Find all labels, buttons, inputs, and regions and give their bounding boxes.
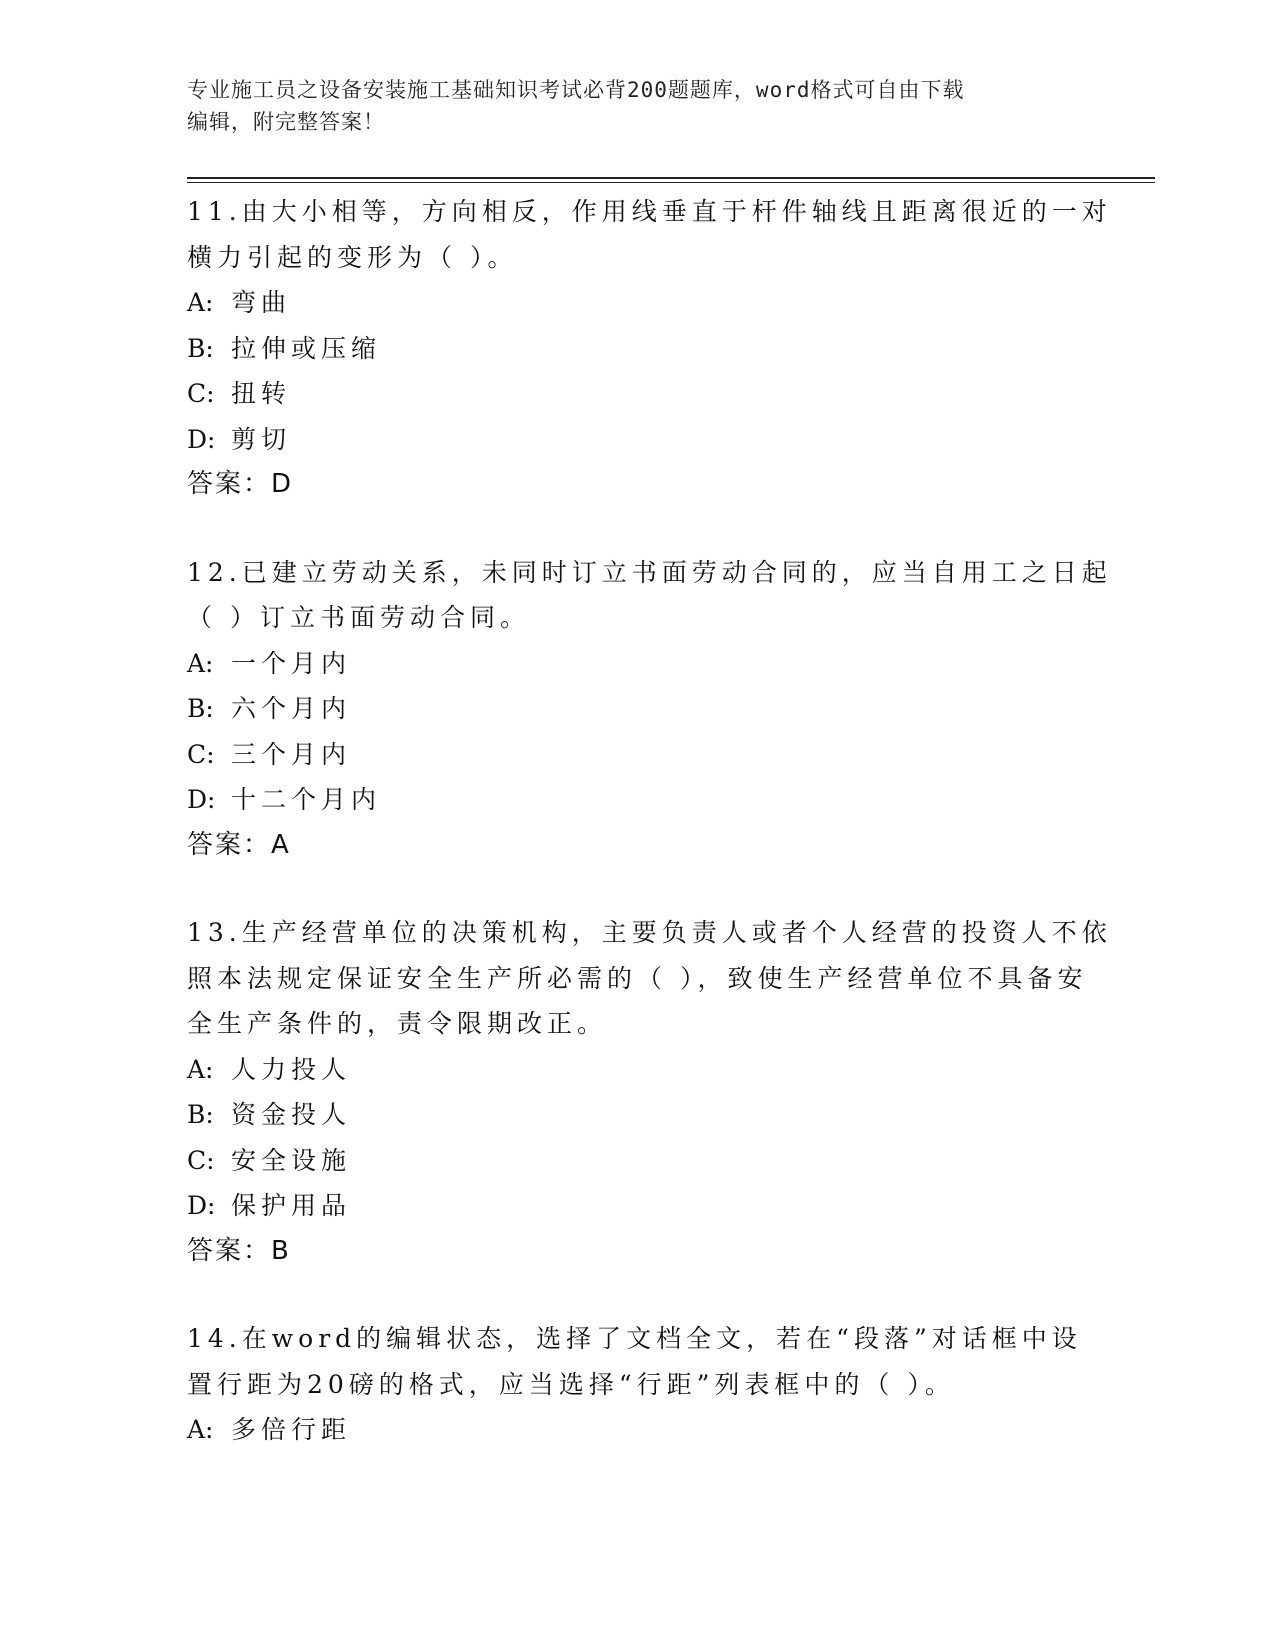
question-list — [187, 189, 1112, 1495]
option-letter: B: — [187, 333, 214, 363]
question-14 — [187, 1316, 1087, 1453]
option-letter: A: — [187, 1415, 214, 1444]
question-text-line: 置行距为20磅的格式，应当选择“行距”列表框中的（ ）。 — [187, 1369, 955, 1399]
option-text: 资金投人 — [231, 1100, 352, 1129]
question-12 — [187, 550, 1112, 869]
question-text-line: 横力引起的变形为（ ）。 — [187, 242, 518, 272]
question-text-line: 11.由大小相等，方向相反，作用线垂直于杆件轴线且距离很近的一对 — [187, 197, 1112, 226]
option-text: 一个月内 — [231, 648, 352, 678]
option-a — [187, 1047, 1087, 1093]
option-text: 六个月内 — [231, 694, 352, 723]
answer-line: 答案：B — [187, 1235, 291, 1266]
question-11 — [187, 189, 1112, 508]
option-text: 扭转 — [231, 379, 292, 408]
question-text-line: 13.生产经营单位的决策机构，主要负责人或者个人经营的投资人不依 — [187, 918, 1112, 947]
option-a — [187, 280, 1087, 326]
option-text: 弯曲 — [231, 288, 292, 317]
option-c — [187, 371, 1087, 417]
option-letter: B: — [187, 694, 214, 723]
header-line-2: 编辑，附完整答案！ — [187, 110, 385, 134]
header-divider-thick — [187, 177, 1155, 179]
question-text-line: 12.已建立劳动关系，未同时订立书面劳动合同的，应当自用工之日起 — [187, 557, 1112, 587]
question-text-line: 全生产条件的，责令限期改正。 — [187, 1009, 608, 1038]
option-a — [187, 1407, 1087, 1453]
option-letter: D: — [187, 785, 216, 814]
option-b — [187, 326, 1087, 372]
option-letter: A: — [187, 288, 214, 317]
question-text-line: 14.在word的编辑状态，选择了文档全文，若在“段落”对话框中设 — [187, 1324, 1082, 1353]
option-text: 拉伸或压缩 — [231, 333, 382, 363]
option-a — [187, 641, 1087, 687]
option-b — [187, 686, 1087, 732]
option-d — [187, 1183, 1087, 1229]
question-13 — [187, 910, 1112, 1274]
option-letter: A: — [187, 648, 214, 678]
option-text: 多倍行距 — [231, 1415, 352, 1444]
option-c — [187, 1138, 1087, 1184]
option-text: 保护用品 — [231, 1191, 352, 1220]
option-text: 安全设施 — [231, 1145, 352, 1175]
option-letter: C: — [187, 1145, 215, 1175]
question-text-line: （ ）订立书面劳动合同。 — [187, 603, 530, 632]
answer-line: 答案：D — [187, 469, 294, 499]
document-header — [187, 74, 1087, 138]
header-line-1: 专业施工员之设备安装施工基础知识考试必背200题题库，word格式可自由下载 — [187, 78, 965, 102]
option-text: 三个月内 — [231, 739, 352, 769]
option-d — [187, 417, 1087, 463]
option-letter: D: — [187, 424, 216, 454]
option-c — [187, 732, 1087, 778]
option-letter: B: — [187, 1100, 214, 1129]
option-text: 人力投人 — [231, 1054, 352, 1084]
option-b — [187, 1092, 1087, 1138]
header-divider-thin — [187, 182, 1155, 183]
option-text: 剪切 — [231, 424, 292, 454]
option-letter: C: — [187, 739, 215, 769]
option-d — [187, 777, 1087, 823]
answer-line: 答案：A — [187, 829, 291, 860]
option-letter: C: — [187, 379, 215, 408]
option-text: 十二个月内 — [231, 785, 382, 814]
question-text-line: 照本法规定保证安全生产所必需的（ ），致使生产经营单位不具备安 — [187, 963, 1088, 993]
option-letter: D: — [187, 1191, 216, 1220]
option-letter: A: — [187, 1054, 214, 1084]
